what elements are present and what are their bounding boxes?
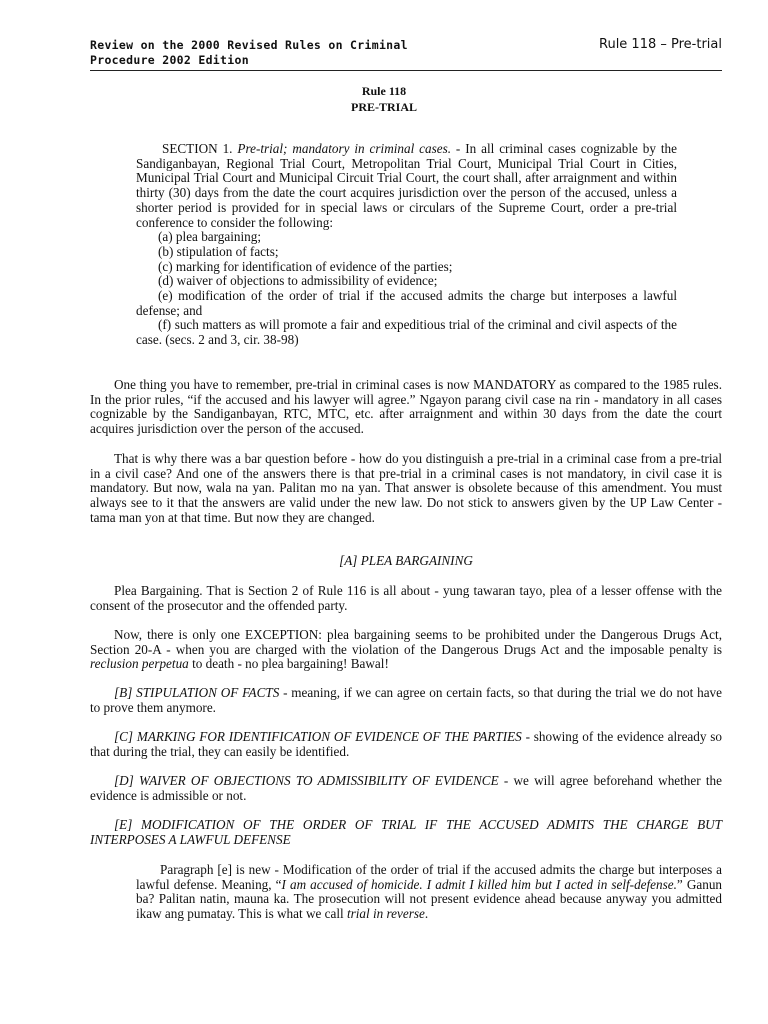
paragraph	[90, 584, 722, 613]
rule-name: PRE-TRIAL	[350, 100, 417, 114]
item-heading: [B] STIPULATION OF FACTS	[114, 685, 280, 700]
chapter-title: Rule 118 – Pre-trial	[599, 37, 722, 52]
text-run: to death - no plea bargaining! Bawal!	[188, 656, 389, 672]
paragraph	[136, 863, 722, 922]
section-1-text	[136, 142, 677, 230]
paragraph-text	[90, 730, 722, 759]
item-heading: [C] MARKING FOR IDENTIFICATION OF EVIDENCE OF THE PARTIES	[114, 729, 522, 744]
text-run-italic: reclusion perpetua	[90, 656, 189, 672]
paragraph-text: That is why there was a bar question before - how do you distinguish a pre-trial in a criminal case from a pre-trial in a civil case? And one of the answers there is that pre-trial in a criminal cases is not mandatory, in civil case it is mandatory. But now, wala na yan. Palitan mo na yan. That answer is obsolete because of this amendment. You must always see to it that the answers are valid under the new law. Do not stick to answers given by the UP Law Center - tama man yon at that time. But now they are changed.	[90, 451, 722, 525]
paragraph	[90, 686, 722, 715]
item-heading: [D] WAIVER OF OBJECTIONS TO ADMISSIBILITY OF EVIDENCE	[114, 773, 499, 788]
section-1-heading: Pre-trial; mandatory in criminal cases.	[237, 141, 452, 156]
paragraph	[90, 378, 722, 437]
text-run: Now, there is only one EXCEPTION: plea bargaining seems to be prohibited under the Dangerous Drugs Act, Section 20-A - when you are charged with the violation of the Dangerous Drugs Act and the imposable penalty is	[90, 627, 722, 657]
paragraph-text	[90, 628, 722, 672]
paragraph-text	[136, 863, 722, 922]
text-run: Paragraph [e] is new - Modification of the order of trial if the accused admits the charge but interposes a lawful defense. Meaning, “	[136, 862, 722, 892]
paragraph-text	[90, 774, 722, 803]
paragraph-text	[90, 818, 722, 847]
text-run-italic: I am accused of homicide. I admit I killed him but I acted in self-defense.	[281, 876, 677, 892]
paragraph	[90, 774, 722, 803]
list-item: (b) stipulation of facts;	[158, 243, 279, 259]
section-1-label: SECTION 1.	[162, 141, 233, 156]
text-run-italic: trial in reverse	[346, 906, 425, 922]
text-run: .	[424, 906, 429, 922]
list-item: (f) such matters as will promote a fair and expeditious trial of the criminal and civil aspects of the case. (secs. 2 and 3, cir. 38-98)	[136, 317, 677, 348]
text-run: - meaning, if we can agree on certain facts, so that during the trial we do not have to prove them anymore.	[90, 685, 722, 715]
text-run: - we will agree beforehand whether the evidence is admissible or not.	[90, 773, 722, 803]
paragraph	[90, 730, 722, 759]
paragraph	[90, 628, 722, 672]
paragraph	[90, 818, 722, 847]
list-item: (e) modification of the order of trial if the accused admits the charge but interposes a lawful defense; and	[136, 288, 677, 318]
paragraph-text: One thing you have to remember, pre-trial in criminal cases is now MANDATORY as compared to the 1985 rules. In the prior rules, “if the accused and his lawyer will agree.” Ngayon parang civil case na rin - mandatory in all cases cognizable by the Sandiganbayan, RTC, MTC, etc. after arraignment and within 30 days from the date the court acquires jurisdiction over the person of the accused.	[90, 377, 722, 437]
book-title-line2: Procedure 2002 Edition	[90, 53, 249, 67]
paragraph-text	[90, 686, 722, 715]
list-item: (d) waiver of objections to admissibility of evidence;	[158, 273, 438, 289]
section-1-body: - In all criminal cases cognizable by the Sandiganbayan, Regional Trial Court, Metropolitan Trial Court, Municipal Trial Court in Cities, Municipal Trial Court and Municipal Circuit Trial Court, the court shall, after arraignment and within thirty (30) days from the date the court acquires jurisdiction over the person of the accused, unless a shorter period is provided for in special laws or circulars of the Supreme Court, order a pre-trial conference to consider the following:	[136, 141, 677, 230]
book-title	[90, 38, 520, 68]
section-1	[136, 142, 677, 348]
item-heading: [E] MODIFICATION OF THE ORDER OF TRIAL IF THE ACCUSED ADMITS THE CHARGE BUT INTERPOSES A LAWFUL DEFENSE	[90, 817, 722, 847]
text-run: ” Ganun ba? Palitan natin, mauna ka. The prosecution will not present evidence ahead because anyway you admitted ikaw ang pumatay. This is what we call	[136, 876, 723, 922]
subheading-plea-bargaining: [A] PLEA BARGAINING	[339, 553, 473, 568]
paragraph	[90, 452, 722, 526]
list-item: (c) marking for identification of evidence of the parties;	[158, 258, 453, 274]
book-title-line1: Review on the 2000 Revised Rules on Criminal	[90, 38, 408, 52]
list-item: (a) plea bargaining;	[158, 229, 262, 245]
text-run: - showing of the evidence already so that during the trial, they can easily be identified.	[90, 729, 722, 759]
paragraph-text: Plea Bargaining. That is Section 2 of Rule 116 is all about - yung tawaran tayo, plea of a lesser offense with the consent of the prosecutor and the offended party.	[90, 583, 722, 613]
pre-trial-items	[136, 230, 677, 348]
rule-number: Rule 118	[361, 84, 407, 98]
page-header	[90, 38, 722, 71]
